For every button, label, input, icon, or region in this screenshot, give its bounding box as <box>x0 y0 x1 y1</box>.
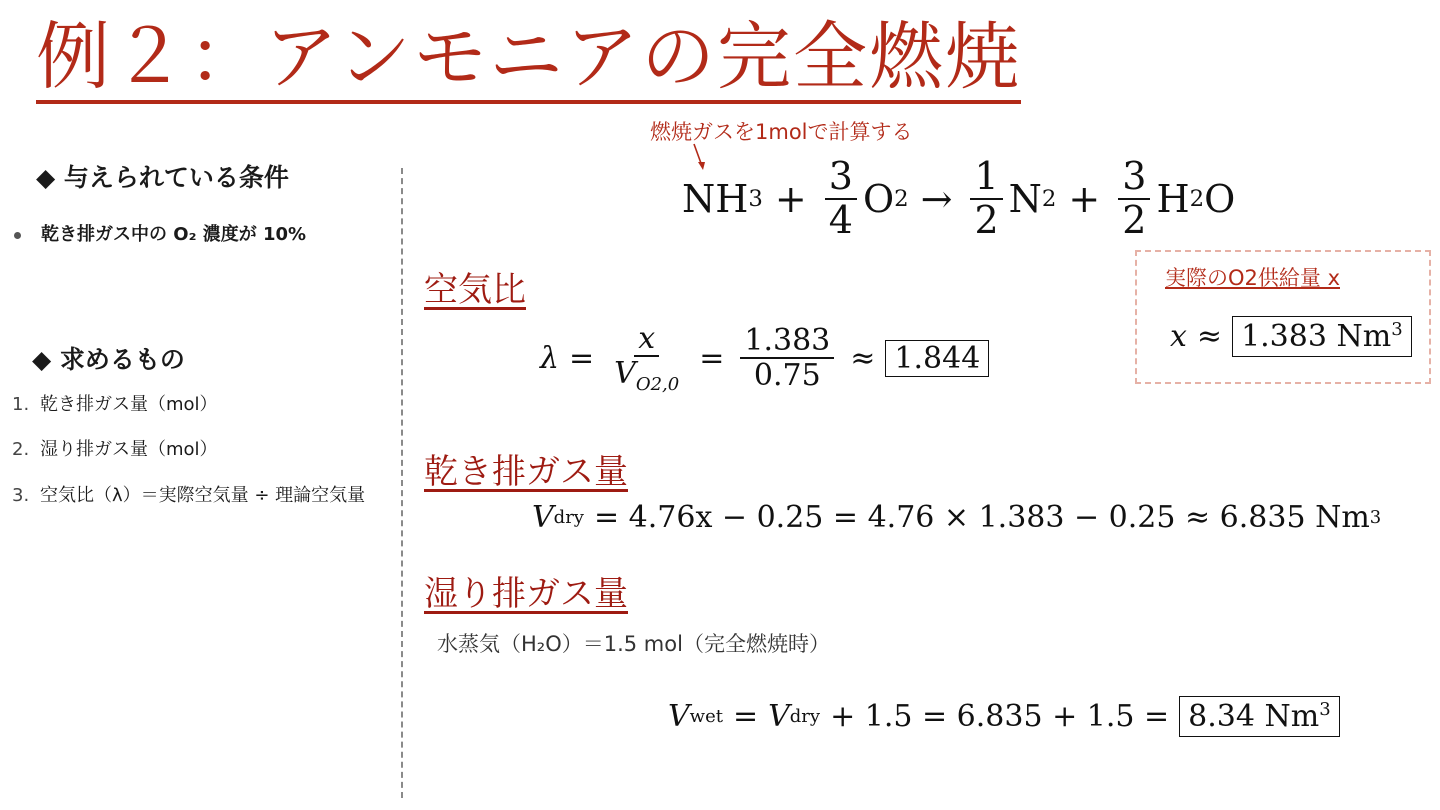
superscript: 3 <box>1391 319 1403 340</box>
coef-denominator: 4 <box>828 197 853 242</box>
given-item <box>14 220 306 246</box>
wet-gas-result <box>1179 696 1339 737</box>
subscript: 2 <box>1041 185 1057 212</box>
v-symbol: V <box>668 699 690 734</box>
coef-numerator: 1 <box>970 156 1002 200</box>
wet-gas-equation <box>668 696 1340 737</box>
h2o-oxygen: O <box>1204 176 1236 221</box>
reaction-arrow: → <box>920 176 953 221</box>
dry-gas-equation <box>532 500 1381 535</box>
plus-sign: + <box>1068 176 1101 221</box>
o2-supply-equation <box>1170 316 1412 357</box>
target-item-1 <box>12 390 218 416</box>
superscript: 3 <box>1369 507 1382 528</box>
n2-symbol: N <box>1008 176 1042 221</box>
h2o-symbol: H <box>1156 176 1190 221</box>
approx-sign: ≈ <box>850 340 876 376</box>
result-value: 8.34 Nm <box>1188 699 1320 734</box>
list-number: 1. <box>12 394 30 415</box>
equals-sign: = <box>699 340 725 376</box>
subscript: dry <box>789 706 821 727</box>
subscript: wet <box>689 706 723 727</box>
subscript: 2 <box>894 185 909 212</box>
frac-numerator: 1.383 <box>740 324 834 359</box>
subscript: 3 <box>748 185 763 212</box>
plus-sign: + <box>774 176 807 221</box>
list-text: 乾き排ガス量（mol） <box>40 394 218 415</box>
approx-sign: ≈ <box>1196 319 1223 354</box>
coef-numerator: 3 <box>1118 156 1150 200</box>
target-item-2 <box>12 435 218 461</box>
lambda-symbol: λ <box>540 340 560 376</box>
reaction-equation <box>682 156 1235 242</box>
o2-symbol: O <box>862 176 895 221</box>
given-item-text: 乾き排ガス中の O₂ 濃度が 10% <box>41 224 307 245</box>
frac-numerator: x <box>634 322 659 357</box>
o2-supply-result <box>1232 316 1412 357</box>
subscript: dry <box>553 507 584 528</box>
subscript: O2,0 <box>635 374 680 395</box>
frac-denominator: 0.75 <box>753 358 821 394</box>
column-divider <box>401 168 403 798</box>
nh3-symbol: NH <box>682 176 749 221</box>
list-number: 3. <box>12 485 30 506</box>
equals-sign: = <box>569 340 595 376</box>
list-text: 湿り排ガス量（mol） <box>40 439 218 460</box>
steam-amount: 水蒸気（H₂O）＝1.5 mol（完全燃焼時） <box>437 632 830 656</box>
frac-denominator: V <box>614 356 636 391</box>
list-text: 空気比（λ）＝実際空気量 ÷ 理論空気量 <box>40 485 366 506</box>
v-symbol: V <box>768 699 790 734</box>
coef-denominator: 2 <box>974 197 999 242</box>
target-item-3 <box>12 481 365 507</box>
targets-heading: ◆ 求めるもの <box>32 345 185 374</box>
air-ratio-equation <box>540 322 989 395</box>
result-value: 1.383 Nm <box>1241 319 1392 354</box>
v-symbol: V <box>532 500 554 535</box>
section-dry-gas: 乾き排ガス量 <box>424 452 628 492</box>
page-title: 例２：アンモニアの完全燃焼 <box>36 14 1021 104</box>
air-ratio-result: 1.844 <box>885 340 989 377</box>
annotation-note: 燃焼ガスを1molで計算する <box>650 120 913 144</box>
section-air-ratio: 空気比 <box>424 270 526 310</box>
coef-numerator: 3 <box>825 156 857 200</box>
wet-gas-rhs: + 1.5 = 6.835 + 1.5 = <box>830 699 1170 734</box>
bullet-icon <box>14 232 21 239</box>
o2-supply-label: 実際のO2供給量 x <box>1165 266 1340 290</box>
section-wet-gas: 湿り排ガス量 <box>424 574 628 614</box>
list-number: 2. <box>12 439 30 460</box>
x-symbol: x <box>1170 319 1187 354</box>
superscript: 3 <box>1319 699 1331 720</box>
coef-denominator: 2 <box>1122 197 1147 242</box>
equals-sign: = <box>732 699 759 734</box>
dry-gas-rhs: = 4.76x − 0.25 = 4.76 × 1.383 − 0.25 ≈ 6.835 Nm <box>593 500 1370 535</box>
subscript: 2 <box>1189 185 1205 212</box>
given-heading: ◆ 与えられている条件 <box>36 163 289 192</box>
